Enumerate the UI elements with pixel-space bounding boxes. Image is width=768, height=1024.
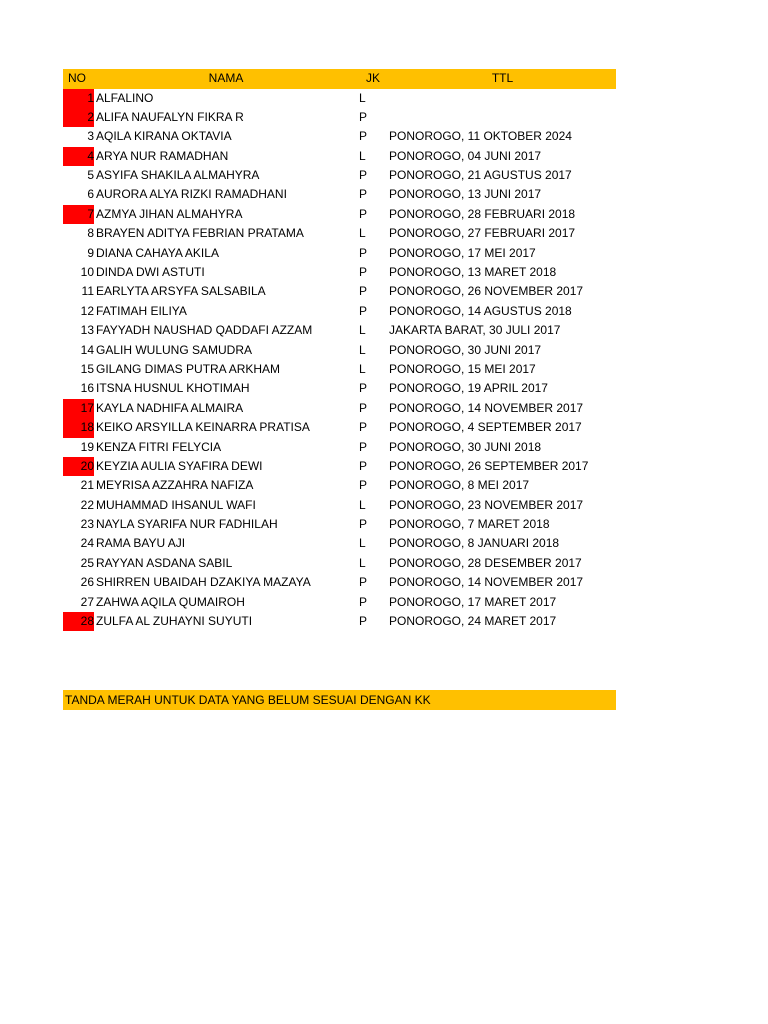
cell-ttl: PONOROGO, 8 MEI 2017 bbox=[389, 478, 530, 493]
cell-no: 25 bbox=[80, 555, 94, 570]
cell-no: 5 bbox=[87, 168, 94, 183]
table-row bbox=[63, 612, 616, 631]
cell-ttl bbox=[389, 108, 616, 127]
cell-no: 4 bbox=[63, 147, 94, 166]
cell-no: 14 bbox=[80, 342, 94, 357]
cell-jk: L bbox=[359, 90, 366, 105]
cell-nama: RAYYAN ASDANA SABIL bbox=[96, 555, 233, 570]
table-row bbox=[63, 108, 616, 127]
cell-nama: KEIKO ARSYILLA KEINARRA PRATISA bbox=[96, 420, 310, 435]
cell-jk: P bbox=[359, 594, 368, 609]
cell-ttl: PONOROGO, 28 DESEMBER 2017 bbox=[389, 555, 582, 570]
table-row bbox=[63, 360, 616, 379]
table-row bbox=[63, 185, 616, 204]
table-row bbox=[63, 399, 616, 418]
cell-ttl: PONOROGO, 7 MARET 2018 bbox=[389, 517, 550, 532]
table-body bbox=[63, 89, 616, 632]
cell-ttl bbox=[389, 89, 616, 108]
cell-nama: RAMA BAYU AJI bbox=[96, 536, 186, 551]
cell-ttl: PONOROGO, 23 NOVEMBER 2017 bbox=[389, 497, 584, 512]
cell-ttl: PONOROGO, 13 JUNI 2017 bbox=[389, 187, 542, 202]
cell-no: 24 bbox=[80, 536, 94, 551]
cell-jk: P bbox=[359, 168, 368, 183]
cell-jk: P bbox=[359, 381, 368, 396]
cell-nama: ZULFA AL ZUHAYNI SUYUTI bbox=[96, 614, 253, 629]
cell-jk: P bbox=[359, 400, 368, 415]
cell-jk: L bbox=[359, 361, 366, 376]
table-header-row bbox=[63, 69, 616, 89]
table-row bbox=[63, 244, 616, 263]
cell-jk: P bbox=[359, 458, 368, 473]
cell-ttl: PONOROGO, 27 FEBRUARI 2017 bbox=[389, 226, 576, 241]
cell-no: 17 bbox=[63, 399, 94, 418]
cell-no: 27 bbox=[80, 594, 94, 609]
header-ttl: TTL bbox=[491, 71, 514, 85]
cell-ttl: PONOROGO, 17 MEI 2017 bbox=[389, 245, 536, 260]
table-row bbox=[63, 205, 616, 224]
cell-nama: KEYZIA AULIA SYAFIRA DEWI bbox=[96, 458, 263, 473]
cell-jk: L bbox=[359, 555, 366, 570]
cell-no: 6 bbox=[87, 187, 94, 202]
cell-ttl: PONOROGO, 26 NOVEMBER 2017 bbox=[389, 284, 584, 299]
cell-no: 19 bbox=[80, 439, 94, 454]
cell-nama: AQILA KIRANA OKTAVIA bbox=[96, 129, 232, 144]
cell-nama: MEYRISA AZZAHRA NAFIZA bbox=[96, 478, 254, 493]
cell-no: 1 bbox=[63, 89, 94, 108]
table-row bbox=[63, 418, 616, 437]
cell-nama: MUHAMMAD IHSANUL WAFI bbox=[96, 497, 256, 512]
table-row bbox=[63, 593, 616, 612]
cell-nama: ZAHWA AQILA QUMAIROH bbox=[96, 594, 245, 609]
cell-jk: P bbox=[359, 284, 368, 299]
cell-ttl: PONOROGO, 11 OKTOBER 2024 bbox=[389, 129, 572, 144]
cell-no: 20 bbox=[63, 457, 94, 476]
cell-nama: GILANG DIMAS PUTRA ARKHAM bbox=[96, 361, 281, 376]
cell-ttl: PONOROGO, 30 JUNI 2017 bbox=[389, 342, 542, 357]
table-row bbox=[63, 89, 616, 108]
cell-no: 3 bbox=[87, 129, 94, 144]
cell-no: 7 bbox=[63, 205, 94, 224]
cell-jk: P bbox=[359, 187, 368, 202]
table-row bbox=[63, 379, 616, 398]
cell-nama: ALIFA NAUFALYN FIKRA R bbox=[96, 109, 244, 124]
cell-no: 22 bbox=[80, 497, 94, 512]
cell-jk: P bbox=[359, 478, 368, 493]
cell-nama: FAYYADH NAUSHAD QADDAFI AZZAM bbox=[96, 323, 313, 338]
cell-no: 26 bbox=[80, 575, 94, 590]
table-row bbox=[63, 302, 616, 321]
cell-no: 9 bbox=[87, 245, 94, 260]
cell-ttl: PONOROGO, 04 JUNI 2017 bbox=[389, 148, 542, 163]
cell-ttl: PONOROGO, 13 MARET 2018 bbox=[389, 265, 557, 280]
cell-jk: L bbox=[359, 497, 366, 512]
cell-nama: DINDA DWI ASTUTI bbox=[96, 265, 205, 280]
cell-no: 15 bbox=[80, 361, 94, 376]
cell-no: 12 bbox=[80, 303, 94, 318]
cell-jk: P bbox=[359, 614, 368, 629]
table-row bbox=[63, 534, 616, 553]
header-nama: NAMA bbox=[208, 71, 244, 85]
cell-nama: ALFALINO bbox=[96, 90, 154, 105]
cell-ttl: PONOROGO, 30 JUNI 2018 bbox=[389, 439, 542, 454]
table-row bbox=[63, 554, 616, 573]
cell-nama: DIANA CAHAYA AKILA bbox=[96, 245, 219, 260]
cell-nama: ARYA NUR RAMADHAN bbox=[96, 148, 229, 163]
cell-ttl: PONOROGO, 14 NOVEMBER 2017 bbox=[389, 400, 584, 415]
cell-jk: P bbox=[359, 245, 368, 260]
cell-jk: P bbox=[359, 420, 368, 435]
cell-jk: L bbox=[359, 342, 366, 357]
cell-ttl: PONOROGO, 19 APRIL 2017 bbox=[389, 381, 548, 396]
cell-no: 13 bbox=[80, 323, 94, 338]
table-row bbox=[63, 496, 616, 515]
cell-ttl: PONOROGO, 4 SEPTEMBER 2017 bbox=[389, 420, 582, 435]
cell-nama: ITSNA HUSNUL KHOTIMAH bbox=[96, 381, 250, 396]
table-row bbox=[63, 127, 616, 146]
cell-jk: P bbox=[359, 517, 368, 532]
cell-nama: AURORA ALYA RIZKI RAMADHANI bbox=[96, 187, 287, 202]
table-row bbox=[63, 438, 616, 457]
table-row bbox=[63, 457, 616, 476]
table-row bbox=[63, 282, 616, 301]
legend-note: TANDA MERAH UNTUK DATA YANG BELUM SESUAI DENGAN KK bbox=[63, 690, 616, 710]
cell-no: 8 bbox=[87, 226, 94, 241]
table-row bbox=[63, 515, 616, 534]
cell-jk: L bbox=[359, 536, 366, 551]
cell-nama: AZMYA JIHAN ALMAHYRA bbox=[96, 206, 243, 221]
cell-jk: P bbox=[359, 265, 368, 280]
table-row bbox=[63, 166, 616, 185]
cell-nama: NAYLA SYARIFA NUR FADHILAH bbox=[96, 517, 278, 532]
cell-ttl: PONOROGO, 15 MEI 2017 bbox=[389, 361, 536, 376]
cell-ttl: PONOROGO, 17 MARET 2017 bbox=[389, 594, 557, 609]
student-table bbox=[63, 69, 616, 631]
cell-jk: L bbox=[359, 148, 366, 163]
cell-no: 23 bbox=[80, 517, 94, 532]
cell-ttl: PONOROGO, 14 AGUSTUS 2018 bbox=[389, 303, 572, 318]
cell-no: 16 bbox=[80, 381, 94, 396]
cell-jk: P bbox=[359, 575, 368, 590]
cell-nama: GALIH WULUNG SAMUDRA bbox=[96, 342, 253, 357]
cell-ttl: PONOROGO, 21 AGUSTUS 2017 bbox=[389, 168, 572, 183]
cell-jk: P bbox=[359, 109, 368, 124]
cell-jk: P bbox=[359, 439, 368, 454]
cell-jk: L bbox=[359, 323, 366, 338]
cell-ttl: PONOROGO, 26 SEPTEMBER 2017 bbox=[389, 458, 589, 473]
cell-no: 2 bbox=[63, 108, 94, 127]
cell-ttl: PONOROGO, 24 MARET 2017 bbox=[389, 614, 557, 629]
cell-nama: KENZA FITRI FELYCIA bbox=[96, 439, 222, 454]
cell-jk: L bbox=[359, 226, 366, 241]
table-row bbox=[63, 147, 616, 166]
cell-nama: SHIRREN UBAIDAH DZAKIYA MAZAYA bbox=[96, 575, 311, 590]
cell-no: 18 bbox=[63, 418, 94, 437]
cell-ttl: PONOROGO, 28 FEBRUARI 2018 bbox=[389, 206, 576, 221]
cell-no: 10 bbox=[80, 265, 94, 280]
table-row bbox=[63, 476, 616, 495]
cell-ttl: JAKARTA BARAT, 30 JULI 2017 bbox=[389, 323, 561, 338]
cell-nama: BRAYEN ADITYA FEBRIAN PRATAMA bbox=[96, 226, 304, 241]
cell-jk: P bbox=[359, 303, 368, 318]
cell-no: 28 bbox=[63, 612, 94, 631]
table-row bbox=[63, 263, 616, 282]
cell-jk: P bbox=[359, 206, 368, 221]
table-row bbox=[63, 224, 616, 243]
table-row bbox=[63, 573, 616, 592]
table-row bbox=[63, 321, 616, 340]
header-jk: JK bbox=[365, 71, 380, 85]
cell-nama: EARLYTA ARSYFA SALSABILA bbox=[96, 284, 266, 299]
cell-nama: FATIMAH EILIYA bbox=[96, 303, 187, 318]
cell-nama: ASYIFA SHAKILA ALMAHYRA bbox=[96, 168, 260, 183]
cell-ttl: PONOROGO, 8 JANUARI 2018 bbox=[389, 536, 560, 551]
cell-jk: P bbox=[359, 129, 368, 144]
cell-no: 11 bbox=[81, 284, 94, 299]
cell-nama: KAYLA NADHIFA ALMAIRA bbox=[96, 400, 244, 415]
header-no: NO bbox=[68, 71, 86, 85]
table-row bbox=[63, 341, 616, 360]
cell-no: 21 bbox=[80, 478, 94, 493]
cell-ttl: PONOROGO, 14 NOVEMBER 2017 bbox=[389, 575, 584, 590]
